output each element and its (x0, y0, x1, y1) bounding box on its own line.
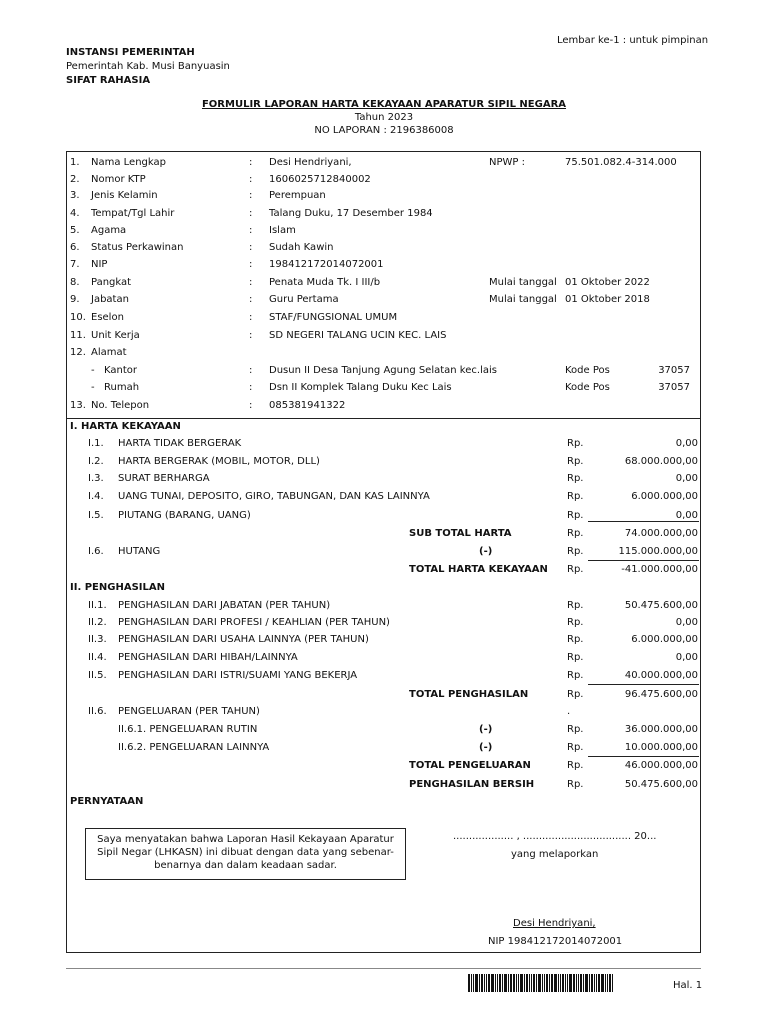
item-label: II.6.1. PENGELUARAN RUTIN (118, 724, 258, 735)
address-value: Dsn II Komplek Talang Duku Kec Lais (269, 382, 452, 393)
barcode-bar (560, 974, 561, 992)
barcode-bar (471, 974, 472, 992)
row-label: Unit Kerja (91, 330, 140, 341)
rp-label: Rp. (567, 456, 584, 467)
rp-label: Rp. (567, 491, 584, 502)
row-colon: : (249, 190, 253, 201)
pemerintah-name: Pemerintah Kab. Musi Banyuasin (66, 61, 230, 72)
postal-code-label: Kode Pos (565, 365, 610, 376)
barcode-bar (508, 974, 509, 992)
item-sign: (-) (479, 724, 493, 735)
lembar-note: Lembar ke-1 : untuk pimpinan (557, 35, 709, 46)
barcode-bar (484, 974, 485, 992)
barcode-bar (596, 974, 597, 992)
item-amount: 0,00 (675, 617, 698, 628)
item-code: I.1. (88, 438, 104, 449)
address-label: Kantor (104, 365, 137, 376)
row-number: 1. (70, 157, 80, 168)
row-extra-value: 01 Oktober 2022 (565, 277, 650, 288)
section-divider (66, 418, 701, 419)
barcode-bar (594, 974, 595, 992)
barcode-bar (520, 974, 523, 992)
item-label: PENGHASILAN DARI ISTRI/SUAMI YANG BEKERJA (118, 670, 358, 681)
barcode-bar (497, 974, 498, 992)
hutang-sign: (-) (479, 546, 493, 557)
form-title: FORMULIR LAPORAN HARTA KEKAYAAN APARATUR SIPIL NEGARA (201, 99, 567, 110)
barcode-bar (554, 974, 557, 992)
barcode-bar (502, 974, 503, 992)
row-value: Sudah Kawin (269, 242, 334, 253)
barcode-bar (591, 974, 593, 992)
barcode-bar (516, 974, 517, 992)
item-amount: 68.000.000,00 (624, 456, 698, 467)
row-number: 10. (70, 312, 86, 323)
row-label: Alamat (91, 347, 127, 358)
barcode-bar (607, 974, 608, 992)
total-penghasilan-label: TOTAL PENGHASILAN (409, 689, 529, 700)
total-harta-amount: -41.000.000,00 (621, 564, 698, 575)
hutang-amount: 115.000.000,00 (618, 546, 698, 557)
rp-label: Rp. (567, 564, 584, 575)
item-code: I.2. (88, 456, 104, 467)
item-code: I.3. (88, 473, 104, 484)
barcode-bar (538, 974, 541, 992)
row-number: 8. (70, 277, 80, 288)
rp-label: Rp. (567, 473, 584, 484)
barcode-bar (612, 974, 613, 992)
item-label: PIUTANG (BARANG, UANG) (118, 510, 251, 521)
row-colon: : (249, 330, 253, 341)
barcode-bar (609, 974, 611, 992)
row-label: Agama (91, 225, 127, 236)
row-number: 3. (70, 190, 80, 201)
barcode-bar (526, 974, 528, 992)
barcode-bar (486, 974, 487, 992)
barcode-bar (549, 974, 550, 992)
item-amount: 6.000.000,00 (631, 491, 698, 502)
row-extra-label: NPWP : (489, 157, 525, 168)
rp-label: Rp. (567, 742, 584, 753)
signer-name: Desi Hendriyani, (513, 918, 596, 929)
hutang-label: HUTANG (118, 546, 161, 557)
barcode-bar (473, 974, 474, 992)
barcode-bar (513, 974, 515, 992)
barcode-bar (491, 974, 494, 992)
total-harta-rule (588, 560, 699, 561)
rp-label: Rp. (567, 510, 584, 521)
rp-label: Rp. (567, 617, 584, 628)
barcode-bar (573, 974, 575, 992)
barcode-bar (580, 974, 582, 992)
row-colon: : (249, 277, 253, 288)
item-amount: 40.000.000,00 (624, 670, 698, 681)
barcode-bar (529, 974, 530, 992)
row-value: 198412172014072001 (269, 259, 384, 270)
barcode-bar (598, 974, 600, 992)
item-label: UANG TUNAI, DEPOSITO, GIRO, TABUNGAN, DAN KAS LAINNYA (118, 491, 430, 502)
barcode-bar (481, 974, 483, 992)
barcode-bar (524, 974, 525, 992)
address-label: Rumah (104, 382, 140, 393)
row-value: Penata Muda Tk. I III/b (269, 277, 381, 288)
row-number: 4. (70, 208, 80, 219)
barcode-bar (542, 974, 543, 992)
item-code: I.5. (88, 510, 104, 521)
reporter-caption: yang melaporkan (511, 849, 599, 860)
barcode (468, 974, 658, 992)
row-label: Jenis Kelamin (91, 190, 158, 201)
harta-section-title: I. HARTA KEKAYAAN (70, 421, 181, 432)
row-value: Desi Hendriyani, (269, 157, 352, 168)
row-colon: : (249, 208, 253, 219)
row-number: 7. (70, 259, 80, 270)
subtotal-rule (588, 521, 699, 522)
rp-label: Rp. (567, 528, 584, 539)
row-value: 1606025712840002 (269, 174, 371, 185)
rp-label: Rp. (567, 600, 584, 611)
rp-label: Rp. (567, 652, 584, 663)
hutang-code: I.6. (88, 546, 104, 557)
row-value: SD NEGERI TALANG UCIN KEC. LAIS (269, 330, 447, 341)
row-number: 9. (70, 294, 80, 305)
barcode-bar (504, 974, 507, 992)
row-number: 2. (70, 174, 80, 185)
address-value: Dusun II Desa Tanjung Agung Selatan kec.lais (269, 365, 497, 376)
page-number: Hal. 1 (673, 980, 703, 991)
item-amount: 0,00 (675, 652, 698, 663)
row-number: 11. (70, 330, 86, 341)
row-extra-label: Mulai tanggal (489, 294, 557, 305)
barcode-bar (583, 974, 584, 992)
barcode-bar (578, 974, 579, 992)
rp-label: Rp. (567, 670, 584, 681)
place-date-line: ................... , .................................. 20... (453, 831, 657, 842)
report-number: NO LAPORAN : 2196386008 (314, 125, 454, 136)
barcode-bar (510, 974, 512, 992)
row-label: Nomor KTP (91, 174, 146, 185)
row-label: Pangkat (91, 277, 132, 288)
row-number: 6. (70, 242, 80, 253)
barcode-bar (499, 974, 501, 992)
postal-code: 37057 (658, 382, 690, 393)
footer-rule (66, 968, 701, 969)
postal-code-label: Kode Pos (565, 382, 610, 393)
item-amount: 36.000.000,00 (624, 724, 698, 735)
barcode-bar (576, 974, 577, 992)
penghasilan-bersih-amount: 50.475.600,00 (624, 779, 698, 790)
item-code: II.3. (88, 634, 107, 645)
row-extra-value: 01 Oktober 2018 (565, 294, 650, 305)
rp-label: Rp. (567, 438, 584, 449)
row-label: No. Telepon (91, 400, 150, 411)
postal-code: 37057 (658, 365, 690, 376)
sifat-rahasia: SIFAT RAHASIA (66, 75, 151, 86)
barcode-bar (569, 974, 572, 992)
item-label: PENGHASILAN DARI PROFESI / KEAHLIAN (PER TAHUN) (118, 617, 390, 628)
row-colon: : (249, 294, 253, 305)
row-value: Talang Duku, 17 Desember 1984 (269, 208, 433, 219)
row-extra-value: 75.501.082.4-314.000 (565, 157, 677, 168)
item-sign: (-) (479, 742, 493, 753)
row-number: 12. (70, 347, 86, 358)
barcode-bar (488, 974, 490, 992)
item-amount: 10.000.000,00 (624, 742, 698, 753)
item-amount: 0,00 (675, 438, 698, 449)
row-label: Nama Lengkap (91, 157, 166, 168)
subtotal-amount: 74.000.000,00 (624, 528, 698, 539)
barcode-bar (495, 974, 496, 992)
signer-nip: NIP 198412172014072001 (488, 936, 623, 947)
item-amount: 0,00 (675, 473, 698, 484)
total-pengeluaran-amount: 46.000.000,00 (624, 760, 698, 771)
item-code: II.1. (88, 600, 107, 611)
pengeluaran-label: PENGELUARAN (PER TAHUN) (118, 706, 260, 717)
rp-label: Rp. (567, 546, 584, 557)
row-label: Status Perkawinan (91, 242, 184, 253)
row-number: 13. (70, 400, 86, 411)
rp-label: Rp. (567, 634, 584, 645)
row-colon: : (249, 157, 253, 168)
item-code: II.2. (88, 617, 107, 628)
row-colon: : (249, 400, 253, 411)
barcode-bar (558, 974, 559, 992)
row-value: Islam (269, 225, 296, 236)
instansi-title: INSTANSI PEMERINTAH (66, 47, 195, 58)
item-label: II.6.2. PENGELUARAN LAINNYA (118, 742, 270, 753)
barcode-bar (531, 974, 532, 992)
item-code: II.4. (88, 652, 107, 663)
item-label: HARTA TIDAK BERGERAK (118, 438, 242, 449)
total-penghasilan-rule (588, 684, 699, 685)
item-label: SURAT BERHARGA (118, 473, 210, 484)
barcode-bar (565, 974, 566, 992)
barcode-bar (562, 974, 564, 992)
barcode-bar (601, 974, 604, 992)
row-colon: : (249, 174, 253, 185)
barcode-bar (475, 974, 478, 992)
pernyataan-title: PERNYATAAN (70, 796, 144, 807)
item-amount: 50.475.600,00 (624, 600, 698, 611)
item-code: II.5. (88, 670, 107, 681)
barcode-bar (468, 974, 470, 992)
row-label: Tempat/Tgl Lahir (91, 208, 175, 219)
item-label: PENGHASILAN DARI HIBAH/LAINNYA (118, 652, 298, 663)
total-penghasilan-amount: 96.475.600,00 (624, 689, 698, 700)
barcode-bar (605, 974, 606, 992)
statement-box: Saya menyatakan bahwa Laporan Hasil Kekayaan Aparatur Sipil Negar (LHKASN) ini dibuat dengan data yang sebenar-benarnya dan dalam keadaan sadar. (85, 828, 406, 880)
item-code: I.4. (88, 491, 104, 502)
barcode-bar (589, 974, 590, 992)
total-pengeluaran-rule (588, 756, 699, 757)
pengeluaran-code: II.6. (88, 706, 107, 717)
barcode-bar (518, 974, 519, 992)
row-colon: : (249, 365, 253, 376)
total-harta-label: TOTAL HARTA KEKAYAAN (409, 564, 548, 575)
form-year: Tahun 2023 (354, 112, 414, 123)
barcode-bar (567, 974, 568, 992)
barcode-bar (544, 974, 545, 992)
barcode-bar (479, 974, 480, 992)
rp-label: Rp. (567, 724, 584, 735)
item-amount: 0,00 (675, 510, 698, 521)
row-colon: : (249, 312, 253, 323)
row-colon: : (249, 259, 253, 270)
rp-label: Rp. (567, 689, 584, 700)
item-label: PENGHASILAN DARI JABATAN (PER TAHUN) (118, 600, 331, 611)
address-dash: - (91, 365, 95, 376)
row-number: 5. (70, 225, 80, 236)
subtotal-label: SUB TOTAL HARTA (409, 528, 512, 539)
penghasilan-section-title: II. PENGHASILAN (70, 582, 165, 593)
pengeluaran-dot: . (567, 706, 571, 717)
total-pengeluaran-label: TOTAL PENGELUARAN (409, 760, 531, 771)
barcode-bar (546, 974, 548, 992)
phone-value: 085381941322 (269, 400, 346, 411)
row-colon: : (249, 225, 253, 236)
rp-label: Rp. (567, 779, 584, 790)
row-value: Guru Pertama (269, 294, 339, 305)
address-dash: - (91, 382, 95, 393)
item-label: HARTA BERGERAK (MOBIL, MOTOR, DLL) (118, 456, 320, 467)
row-label: Eselon (91, 312, 124, 323)
row-colon: : (249, 382, 253, 393)
penghasilan-bersih-label: PENGHASILAN BERSIH (409, 779, 535, 790)
row-label: Jabatan (91, 294, 129, 305)
barcode-bar (551, 974, 553, 992)
barcode-bar (585, 974, 588, 992)
rp-label: Rp. (567, 760, 584, 771)
barcode-bar (536, 974, 537, 992)
row-value: STAF/FUNGSIONAL UMUM (269, 312, 398, 323)
row-colon: : (249, 242, 253, 253)
item-amount: 6.000.000,00 (631, 634, 698, 645)
row-label: NIP (91, 259, 108, 270)
item-label: PENGHASILAN DARI USAHA LAINNYA (PER TAHUN) (118, 634, 369, 645)
row-value: Perempuan (269, 190, 326, 201)
barcode-bar (533, 974, 535, 992)
row-extra-label: Mulai tanggal (489, 277, 557, 288)
